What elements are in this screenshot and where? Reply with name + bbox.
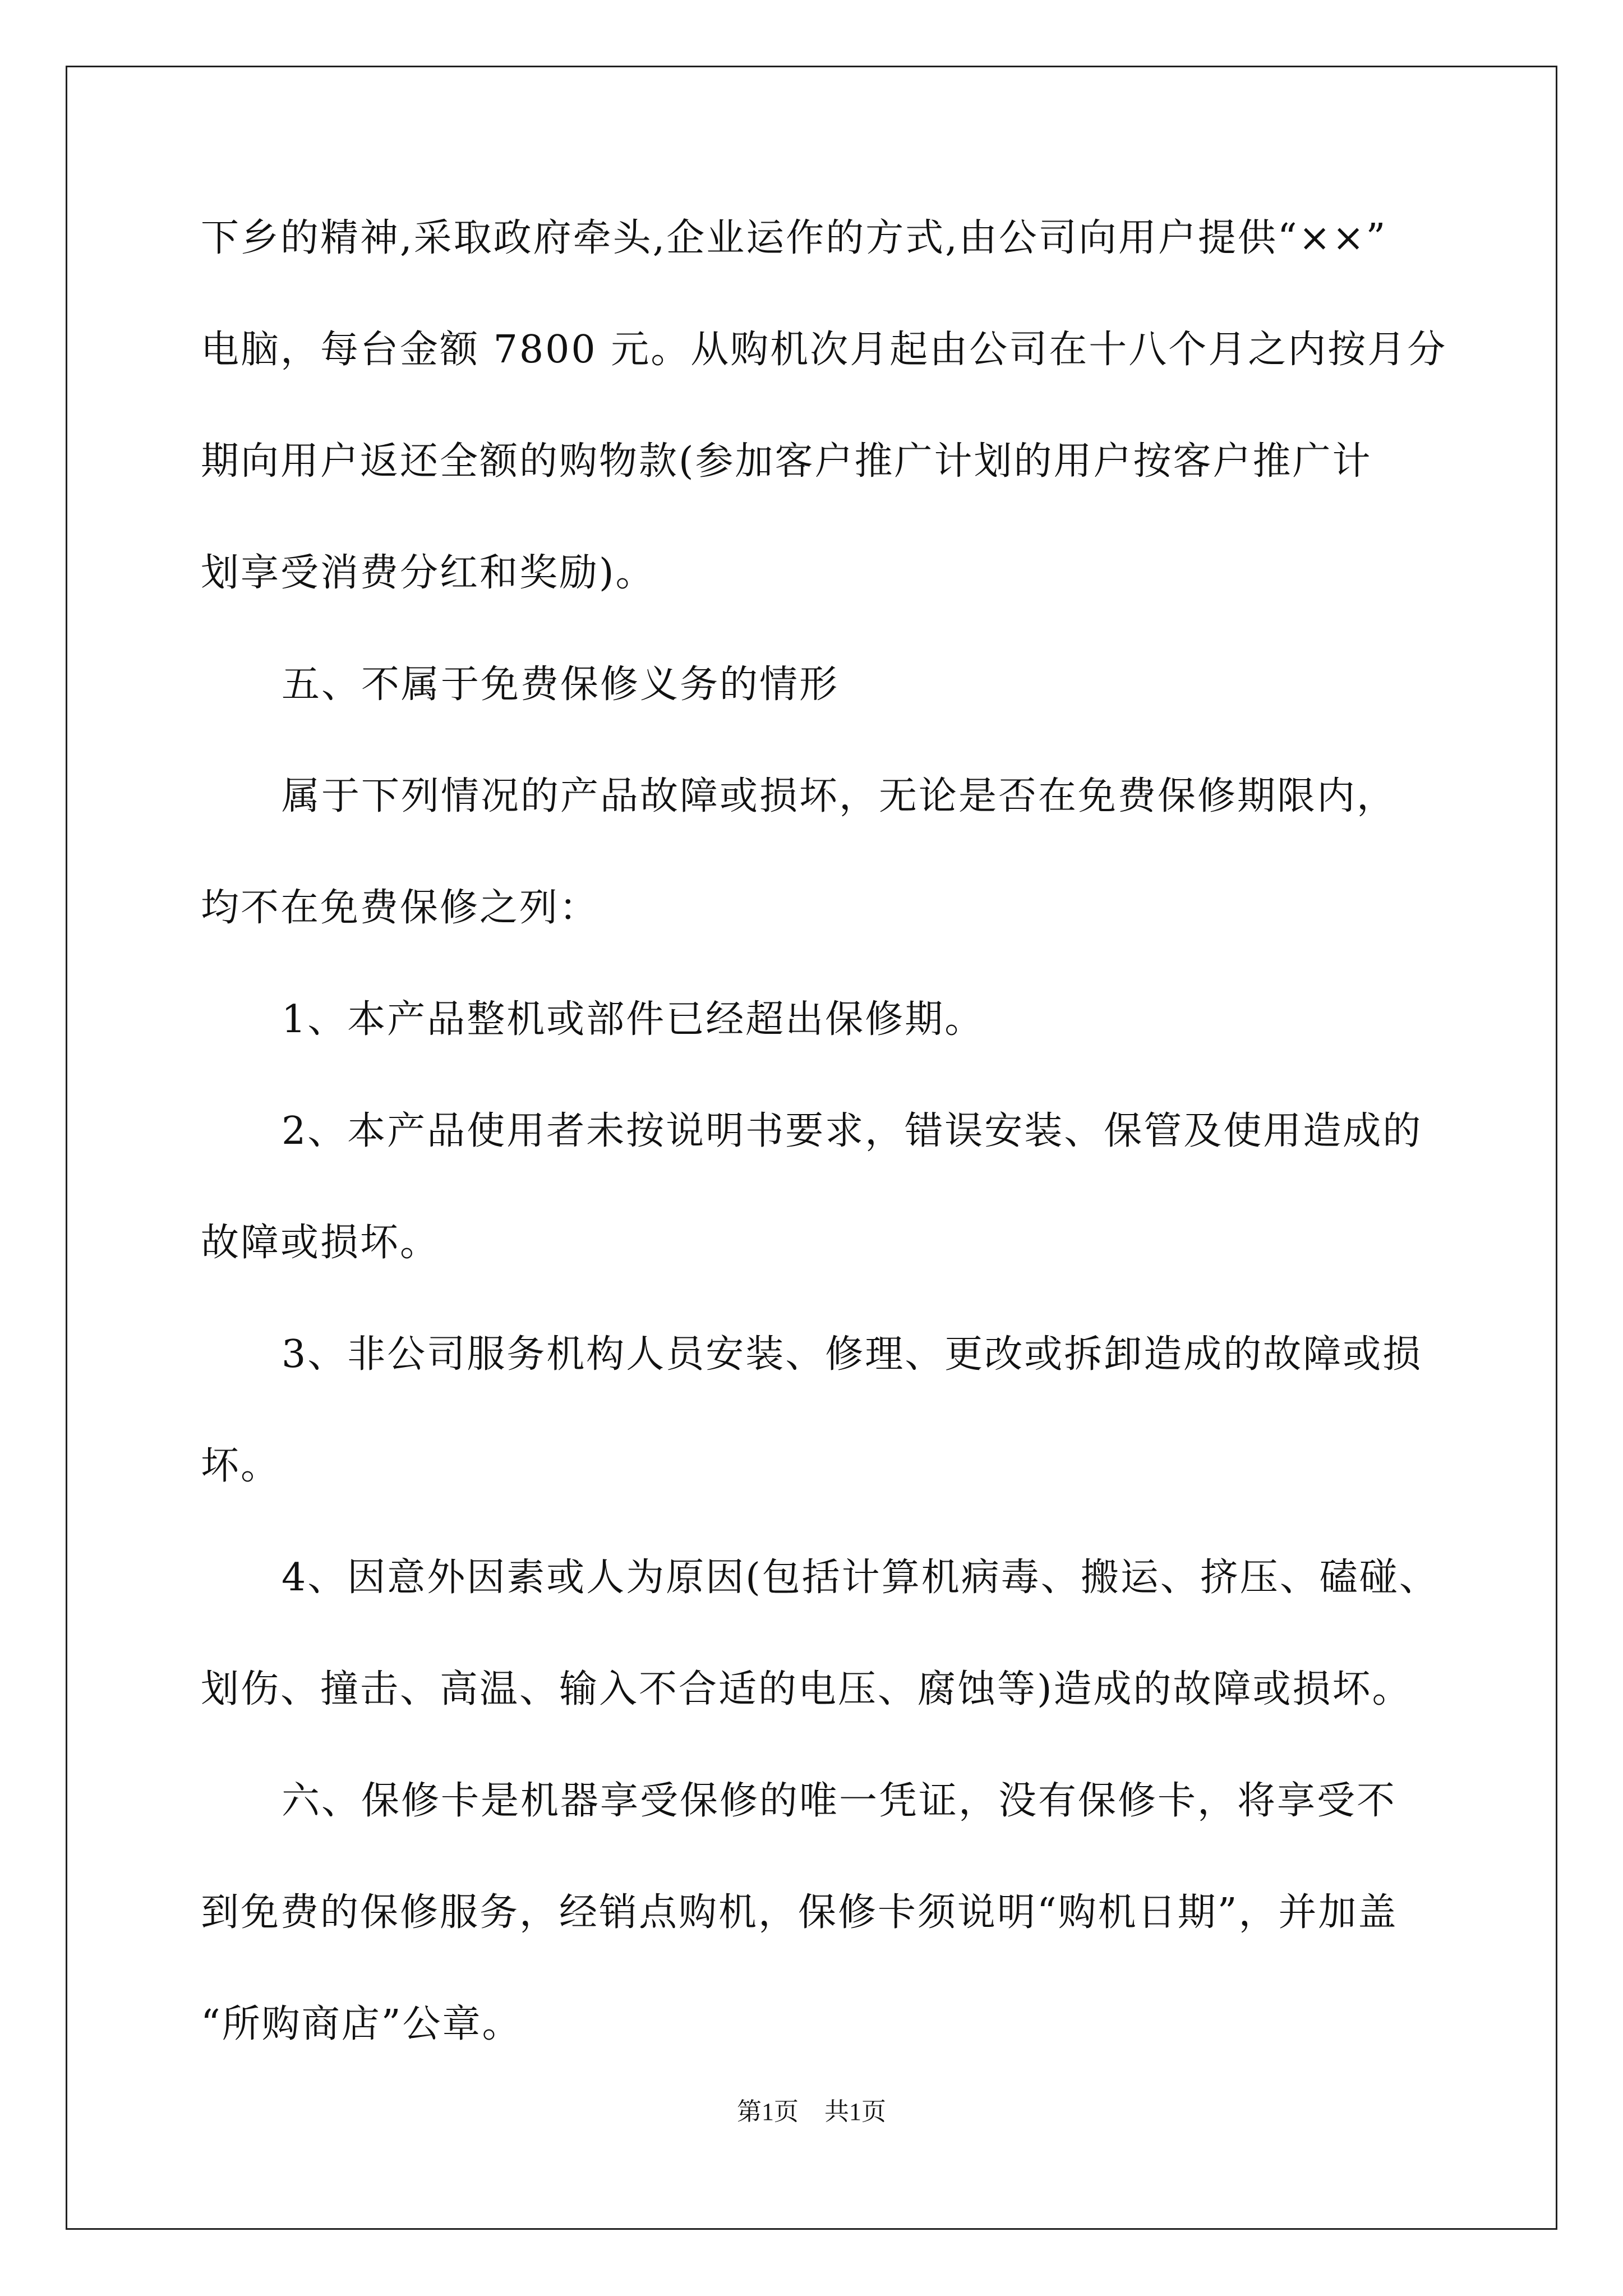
- text-line-1: 下乡的精神,采取政府牵头,企业运作的方式,由公司向用户提供“××”: [201, 216, 1387, 260]
- list-item-4: 4、因意外因素或人为原因(包括计算机病毒、搬运、挤压、磕碰、: [282, 1556, 1439, 1600]
- section-6-line-2: 到免费的保修服务，经销点购机，保修卡须说明“购机日期”，并加盖: [201, 1890, 1398, 1935]
- list-item-1: 1、本产品整机或部件已经超出保修期。: [282, 997, 985, 1042]
- text-line-7: 均不在免费保修之列：: [201, 886, 600, 930]
- text-line-2: 电脑，每台金额 7800 元。从购机次月起由公司在十八个月之内按月分: [201, 328, 1447, 372]
- page-total: 共1页: [824, 2098, 886, 2125]
- list-item-3: 3、非公司服务机构人员安装、修理、更改或拆卸造成的故障或损: [282, 1332, 1423, 1377]
- page-number: 第1页: [737, 2098, 799, 2125]
- document-body: [201, 210, 1447, 2108]
- text-line-6: 属于下列情况的产品故障或损坏，无论是否在免费保修期限内，: [282, 774, 1397, 818]
- list-item-3-cont: 坏。: [201, 1444, 281, 1488]
- list-item-2: 2、本产品使用者未按说明书要求，错误安装、保管及使用造成的: [282, 1109, 1423, 1153]
- section-6-line-1: 六、保修卡是机器享受保修的唯一凭证，没有保修卡，将享受不: [282, 1779, 1397, 1823]
- section-6-line-3: “所购商店”公章。: [201, 2002, 522, 2046]
- list-item-4-cont: 划伤、撞击、高温、输入不合适的电压、腐蚀等)造成的故障或损坏。: [201, 1667, 1412, 1711]
- page-footer: [0, 2095, 1623, 2129]
- text-line-3: 期向用户返还全额的购物款(参加客户推广计划的用户按客户推广计: [201, 439, 1372, 484]
- list-item-2-cont: 故障或损坏。: [201, 1221, 440, 1265]
- text-line-4: 划享受消费分红和奖励)。: [201, 551, 656, 595]
- section-heading-5: 五、不属于免费保修义务的情形: [282, 662, 840, 707]
